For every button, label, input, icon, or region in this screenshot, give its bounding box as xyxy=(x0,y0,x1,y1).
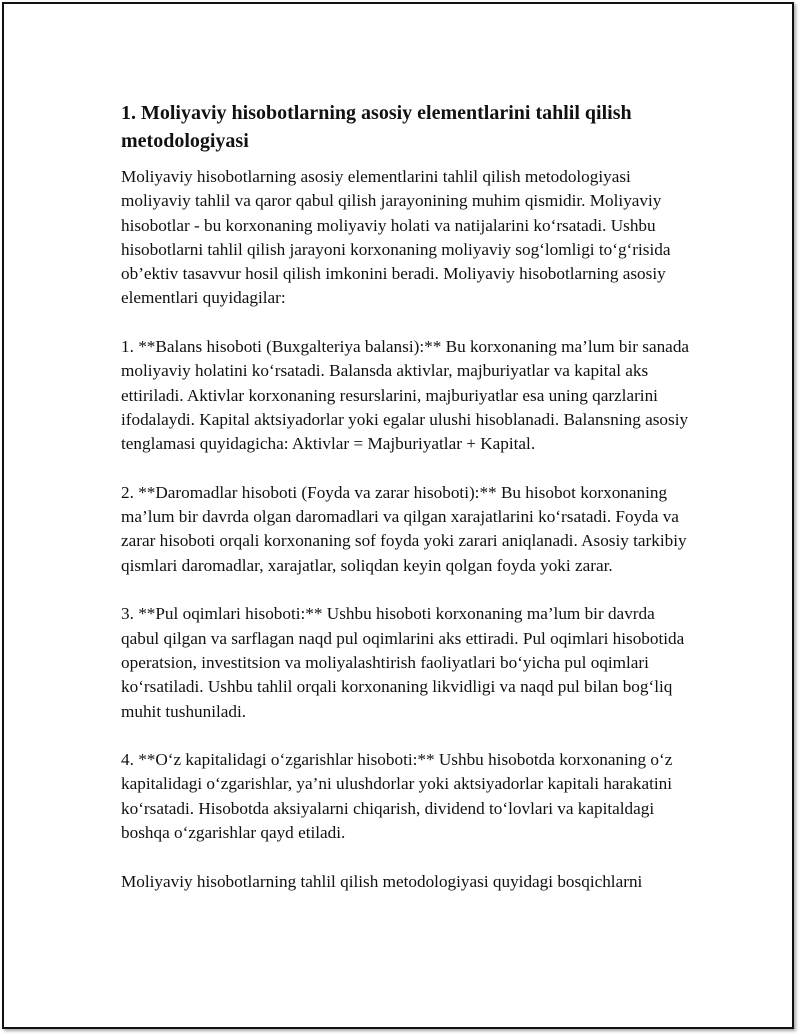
balance-sheet-paragraph: 1. **Balans hisoboti (Buxgalteriya balansi):** Bu korxonaning ma’lum bir sanada moliyaviy holatini ko‘rsatadi. Balansda aktivlar, majburiyatlar va kapital aks ettiriladi. Aktivlar korxonaning resurslarini, majburiyatlar esa uning qarzlarini ifodalaydi. Kapital aktsiyadorlar yoki egalar ulushi hisoblanadi. Balansning asosiy tenglamasi quyidagicha: Aktivlar = Majburiyatlar + Kapital. xyxy=(121,337,690,454)
equity-changes-paragraph: 4. **O‘z kapitalidagi o‘zgarishlar hisoboti:** Ushbu hisobotda korxonaning o‘z kapitalidagi o‘zgarishlar, ya’ni ulushdorlar yoki aktsiyadorlar kapitali harakatini ko‘rsatadi. Hisobotda aksiyalarni chiqarish, dividend to‘lovlari va kapitaldagi boshqa o‘zgarishlar qayd etiladi. xyxy=(121,750,673,843)
intro-paragraph: Moliyaviy hisobotlarning asosiy elementlarini tahlil qilish metodologiyasi moliyaviy tahlil va qaror qabul qilish jarayonining muhim qismidir. Moliyaviy hisobotlar - bu korxonaning moliyaviy holati va natijalarini ko‘rsatadi. Ushbu hisobotlarni tahlil qilish jarayoni korxonaning moliyaviy sog‘lomligi to‘g‘risida ob’ektiv tasavvur hosil qilish imkonini beradi. Moliyaviy hisobotlarning asosiy elementlari quyidagilar: xyxy=(121,167,671,308)
page-frame xyxy=(2,2,794,1029)
cash-flow-paragraph: 3. **Pul oqimlari hisoboti:** Ushbu hisoboti korxonaning ma’lum bir davrda qabul qilgan va sarflagan naqd pul oqimlarini aks ettiradi. Pul oqimlari hisobotida operatsion, investitsion va moliyalashtirish faoliyatlari bo‘yicha pul oqimlari ko‘rsatiladi. Ushbu tahlil orqali korxonaning likvidligi va naqd pul bilan bog‘liq muhit tushuniladi. xyxy=(121,604,685,721)
income-statement-paragraph: 2. **Daromadlar hisoboti (Foyda va zarar hisoboti):** Bu hisobot korxonaning ma’lum bir davrda olgan daromadlari va qilgan xarajatlarini ko‘rsatadi. Foyda va zarar hisoboti orqali korxonaning sof foyda yoki zarari aniqlanadi. Asosiy tarkibiy qismlari daromadlar, xarajatlar, soliqdan keyin qolgan foyda yoki zarar. xyxy=(121,482,687,575)
methodology-paragraph: Moliyaviy hisobotlarning tahlil qilish metodologiyasi quyidagi bosqichlarni xyxy=(121,871,643,891)
document-body xyxy=(121,99,696,894)
section-heading: 1. Moliyaviy hisobotlarning asosiy elementlarini tahlil qilish metodologiyasi xyxy=(121,102,632,152)
